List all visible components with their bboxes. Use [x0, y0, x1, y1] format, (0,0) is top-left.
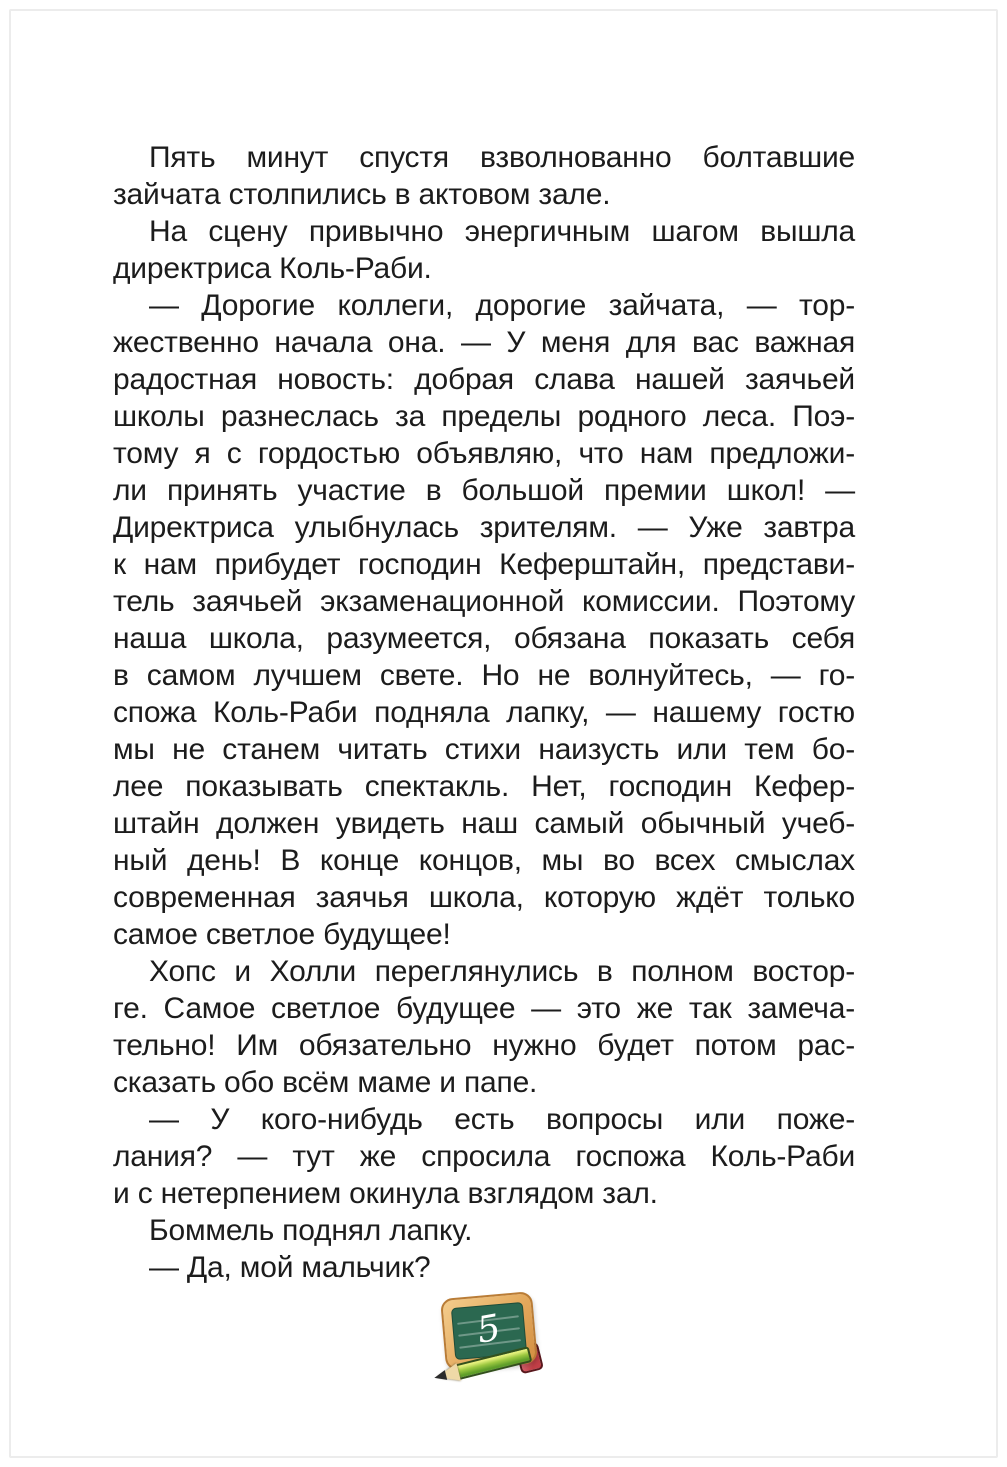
text-line: штайн должен увидеть наш самый обычный учеб-	[113, 807, 855, 840]
text-line: Боммель поднял лапку.	[149, 1214, 473, 1247]
text-line: жественно начала она. — У меня для вас важная	[113, 326, 855, 359]
text-line: мы не станем читать стихи наизусть или тем бо-	[113, 733, 855, 766]
text-line: тельно! Им обязательно нужно будет потом рас-	[113, 1029, 855, 1062]
text-line: ге. Самое светлое будущее — это же так замеча-	[113, 992, 855, 1025]
text-line: ли принять участие в большой премии школ! —	[113, 474, 855, 507]
text-line: лания? — тут же спросила госпожа Коль-Раби	[113, 1140, 855, 1173]
page-number: 5	[473, 1307, 504, 1352]
text-line: к нам прибудет господин Кеферштайн, представи-	[113, 548, 855, 581]
text-line: директриса Коль-Раби.	[113, 252, 432, 285]
text-line: в самом лучшем свете. Но не волнуйтесь, — го-	[113, 659, 855, 692]
text-line: — Да, мой мальчик?	[149, 1251, 431, 1284]
text-line: лее показывать спектакль. Нет, господин Кефер-	[113, 770, 855, 803]
text-line: ный день! В конце концов, мы во всех смыслах	[113, 844, 855, 877]
text-line: спожа Коль-Раби подняла лапку, — нашему гостю	[113, 696, 855, 729]
page-number-ornament	[434, 1290, 554, 1395]
text-line: На сцену привычно энергичным шагом вышла	[149, 215, 855, 248]
text-line: и с нетерпением окинула взглядом зал.	[113, 1177, 658, 1210]
text-line: радостная новость: добрая слава нашей заячьей	[113, 363, 855, 396]
text-line: тому я с гордостью объявляю, что нам предложи-	[113, 437, 855, 470]
page-text	[113, 139, 855, 1286]
text-line: сказать обо всём маме и папе.	[113, 1066, 538, 1099]
text-line: современная заячья школа, которую ждёт только	[113, 881, 855, 914]
text-line: зайчата столпились в актовом зале.	[113, 178, 611, 211]
text-line: самое светлое будущее!	[113, 918, 451, 951]
text-line: школы разнеслась за пределы родного леса. Поэ-	[113, 400, 855, 433]
text-line: Хопс и Холли переглянулись в полном востор-	[149, 955, 855, 988]
text-line: — У кого-нибудь есть вопросы или поже-	[149, 1103, 855, 1136]
text-line: тель заячьей экзаменационной комиссии. Поэтому	[113, 585, 855, 618]
text-line: наша школа, разумеется, обязана показать себя	[113, 622, 855, 655]
text-line: — Дорогие коллеги, дорогие зайчата, — тор-	[149, 289, 855, 322]
text-line: Директриса улыбнулась зрителям. — Уже завтра	[113, 511, 855, 544]
text-line: Пять минут спустя взволнованно болтавшие	[149, 141, 855, 174]
